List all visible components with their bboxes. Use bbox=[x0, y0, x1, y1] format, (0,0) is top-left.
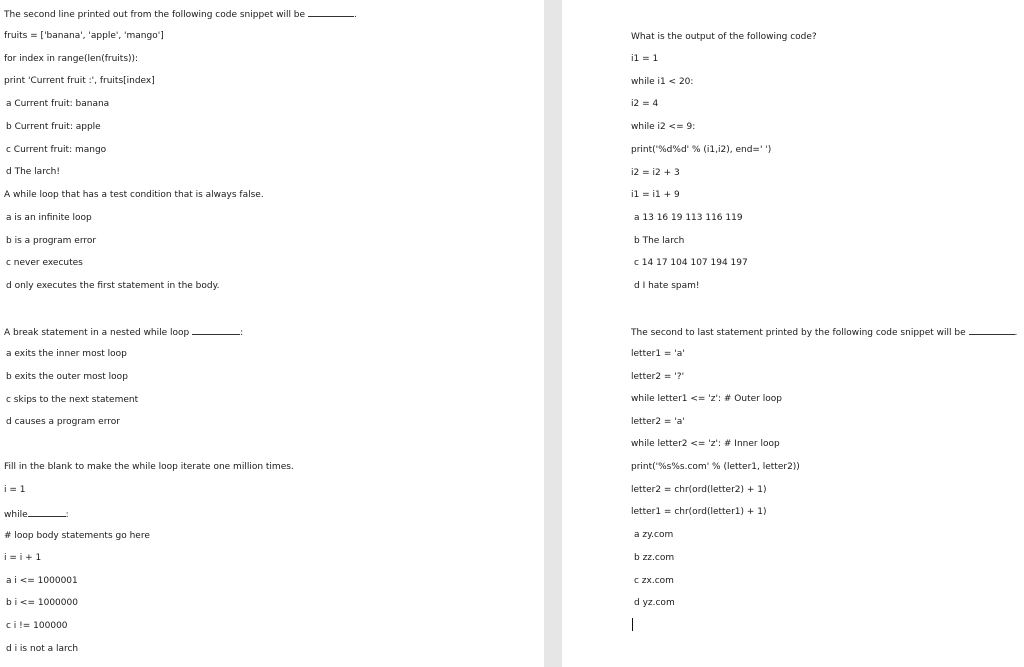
code-line: letter1 = 'a' bbox=[631, 349, 685, 359]
option-d: d causes a program error bbox=[6, 417, 120, 427]
code-line: letter2 = chr(ord(letter2) + 1) bbox=[631, 485, 767, 495]
code-line: letter2 = '?' bbox=[631, 372, 685, 382]
answer-blank bbox=[192, 326, 240, 335]
question-5-prompt: What is the output of the following code? bbox=[631, 32, 817, 42]
option-c: c zx.com bbox=[634, 576, 674, 586]
code-line: letter1 = chr(ord(letter1) + 1) bbox=[631, 507, 767, 517]
option-b: b i <= 1000000 bbox=[6, 598, 78, 608]
code-line: i1 = i1 + 9 bbox=[631, 190, 680, 200]
answer-blank bbox=[969, 326, 1015, 335]
question-2-prompt: A while loop that has a test condition that is always false. bbox=[4, 190, 264, 200]
option-d: d The larch! bbox=[6, 167, 60, 177]
code-line: i2 = 4 bbox=[631, 99, 659, 109]
answer-blank bbox=[28, 508, 66, 517]
code-line: while i1 < 20: bbox=[631, 77, 694, 87]
code-line: print 'Current fruit :', fruits[index] bbox=[4, 76, 155, 86]
option-a: a exits the inner most loop bbox=[6, 349, 127, 359]
option-b: b The larch bbox=[634, 236, 685, 246]
option-a: a is an infinite loop bbox=[6, 213, 92, 223]
code-line: while i2 <= 9: bbox=[631, 122, 696, 132]
option-b: b exits the outer most loop bbox=[6, 372, 128, 382]
page-gap bbox=[544, 0, 562, 667]
code-line: while : bbox=[4, 510, 69, 520]
code-comment: # loop body statements go here bbox=[4, 531, 150, 541]
option-a: a Current fruit: banana bbox=[6, 99, 110, 109]
document-page-right bbox=[562, 0, 1024, 667]
option-c: c i != 100000 bbox=[6, 621, 68, 631]
code-line: print('%s%s.com' % (letter1, letter2)) bbox=[631, 462, 800, 472]
option-b: b is a program error bbox=[6, 236, 97, 246]
code-line: i1 = 1 bbox=[631, 54, 659, 64]
code-line: i = 1 bbox=[4, 485, 26, 495]
code-line: i = i + 1 bbox=[4, 553, 42, 563]
answer-blank bbox=[308, 8, 354, 17]
code-line: letter2 = 'a' bbox=[631, 417, 685, 427]
question-3-prompt: A break statement in a nested while loop : bbox=[4, 328, 244, 338]
option-a: a 13 16 19 113 116 119 bbox=[634, 213, 743, 223]
question-6-prompt: The second to last statement printed by the following code snippet will be . bbox=[631, 328, 1018, 338]
option-a: a zy.com bbox=[634, 530, 674, 540]
option-d: d i is not a larch bbox=[6, 644, 79, 654]
option-c: c skips to the next statement bbox=[6, 395, 139, 405]
option-c: c 14 17 104 107 194 197 bbox=[634, 258, 748, 268]
question-1-prompt: The second line printed out from the following code snippet will be . bbox=[4, 10, 357, 20]
code-line: while letter2 <= 'z': # Inner loop bbox=[631, 439, 780, 449]
code-line: fruits = ['banana', 'apple', 'mango'] bbox=[4, 31, 164, 41]
code-line: print('%d%d' % (i1,i2), end=' ') bbox=[631, 145, 772, 155]
option-b: b zz.com bbox=[634, 553, 675, 563]
code-line: while letter1 <= 'z': # Outer loop bbox=[631, 394, 782, 404]
option-a: a i <= 1000001 bbox=[6, 576, 78, 586]
option-d: d I hate spam! bbox=[634, 281, 700, 291]
code-line: i2 = i2 + 3 bbox=[631, 168, 680, 178]
option-c: c never executes bbox=[6, 258, 83, 268]
question-4-prompt: Fill in the blank to make the while loop iterate one million times. bbox=[4, 462, 294, 472]
option-c: c Current fruit: mango bbox=[6, 145, 107, 155]
code-line: for index in range(len(fruits)): bbox=[4, 54, 139, 64]
option-d: d only executes the first statement in the body. bbox=[6, 281, 220, 291]
option-b: b Current fruit: apple bbox=[6, 122, 101, 132]
text-cursor[interactable] bbox=[632, 618, 633, 631]
option-d: d yz.com bbox=[634, 598, 675, 608]
